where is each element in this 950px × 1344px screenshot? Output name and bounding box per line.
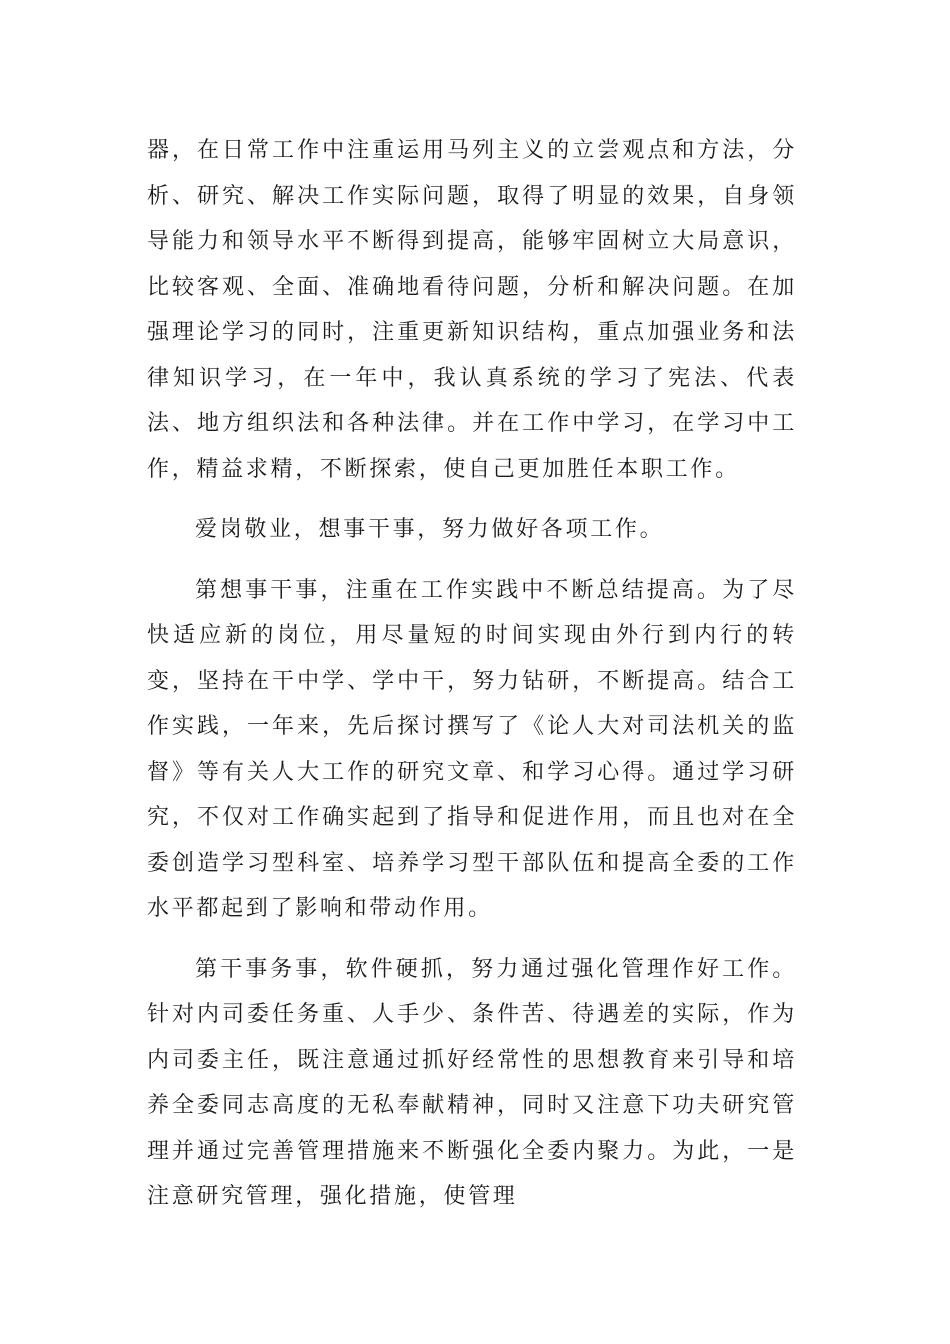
paragraph: 第想事干事，注重在工作实践中不断总结提高。为了尽快适应新的岗位，用尽量短的时间实现由外行到内行的转变，坚持在干中学、学中干，努力钻研，不断提高。结合工作实践，一年来，先后探讨撰写了《论人大对司法机关的监督》等有关人大工作的研究文章、和学习心得。通过学习研究，不仅对工作确实起到了指导和促进作用，而且也对在全委创造学习型科室、培养学习型干部队伍和提高全委的工作水平都起到了影响和带动作用。 <box>147 577 797 921</box>
document-body <box>147 128 797 1220</box>
paragraph: 第干事务事，软件硬抓，努力通过强化管理作好工作。针对内司委任务重、人手少、条件苦、待遇差的实际，作为内司委主任，既注意通过抓好经常性的思想教育来引导和培养全委同志高度的无私奉献精神，同时又注意下功夫研究管理并通过完善管理措施来不断强化全委内聚力。为此，一是注意研究管理，强化措施，使管理 <box>147 956 797 1209</box>
paragraph-heading: 爱岗敬业，想事干事，努力做好各项工作。 <box>195 517 665 542</box>
paragraph-continued: 器，在日常工作中注重运用马列主义的立尝观点和方法，分析、研究、解决工作实际问题，取得了明显的效果，自身领导能力和领导水平不断得到提高，能够牢固树立大局意识，比较客观、全面、准确地看待问题，分析和解决问题。在加强理论学习的同时，注重更新知识结构，重点加强业务和法律知识学习，在一年中，我认真系统的学习了宪法、代表法、地方组织法和各种法律。并在工作中学习，在学习中工作，精益求精，不断探索，使自己更加胜任本职工作。 <box>147 138 797 482</box>
